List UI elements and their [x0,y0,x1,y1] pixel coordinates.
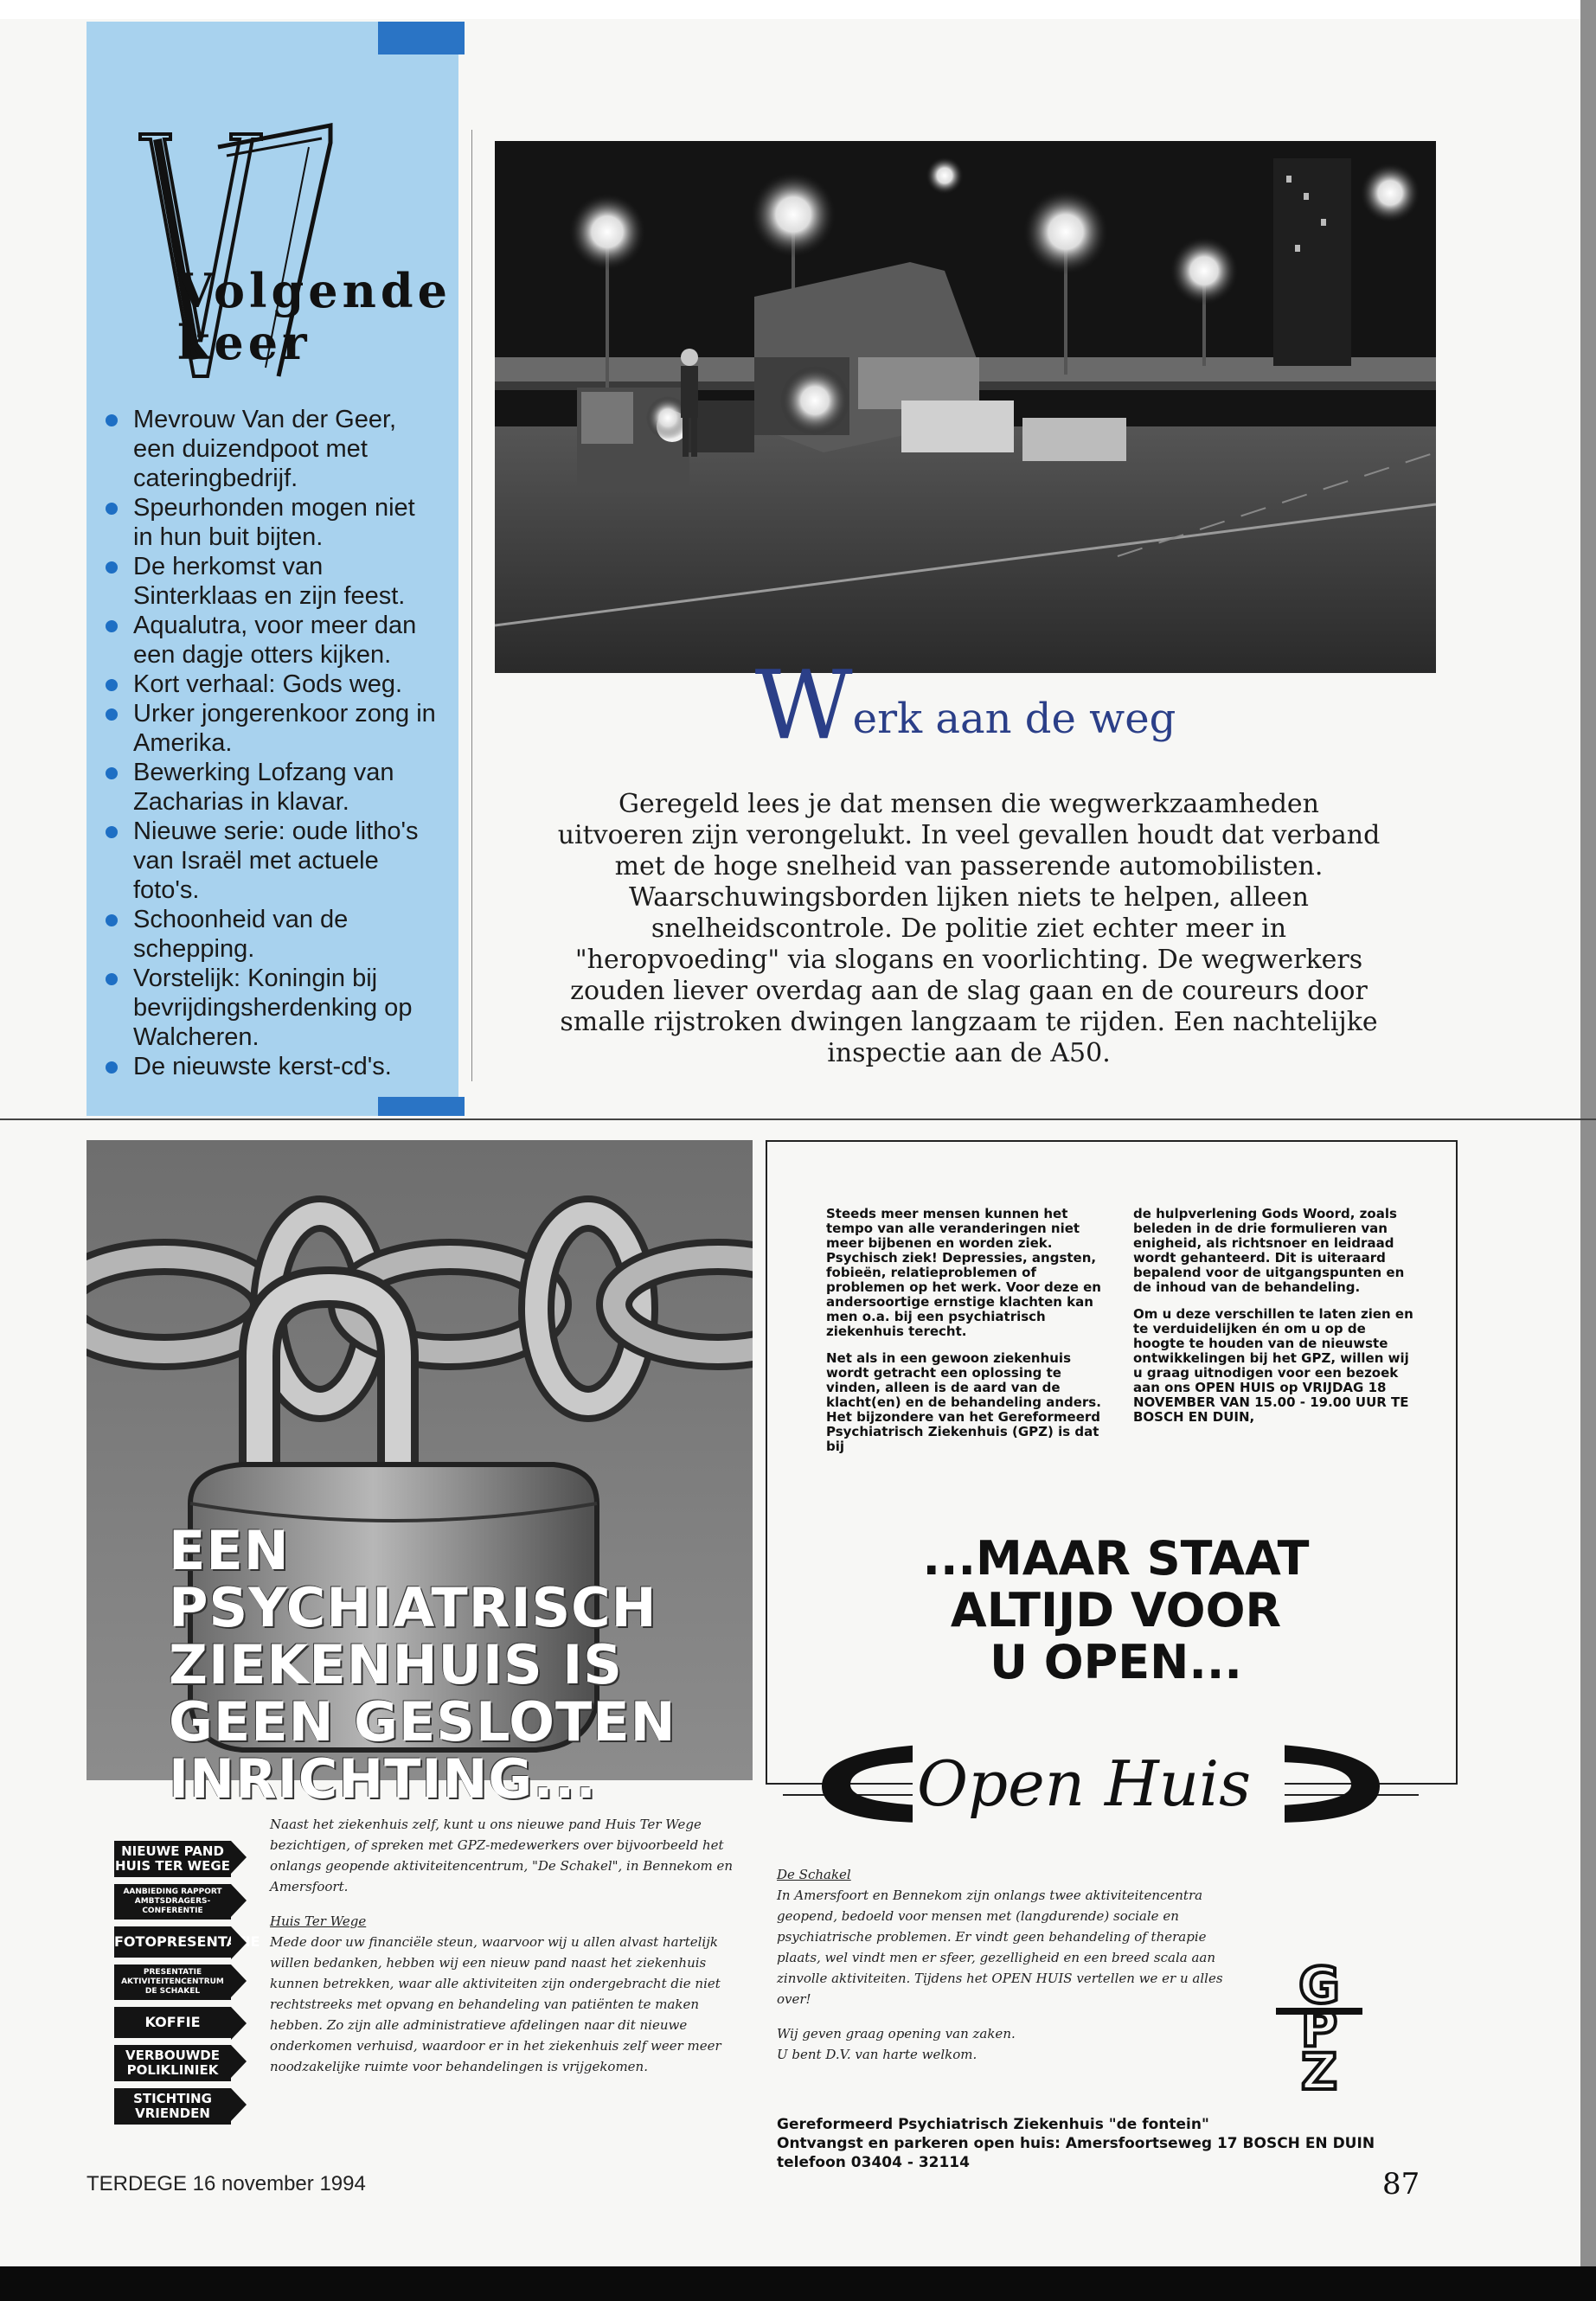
publication-line: TERDEGE 16 november 1994 [87,2172,366,2195]
tag-label: AANBIEDING RAPPORT AMBTSDRAGERS-CONFERENTIE [114,1884,231,1920]
ad-headline: EEN PSYCHIATRISCH ZIEKENHUIS IS GEEN GESLOTEN INRICHTING... [169,1519,676,1811]
next-issue-title [177,265,452,369]
list-item: Schoonheid van de schepping. [104,905,441,964]
bullet-icon [106,561,118,574]
bullet-icon [106,973,118,985]
article-body: Geregeld lees je dat mensen die wegwerkzaamheden uitvoeren zijn verongelukt. In veel gevallen houdt dat verband met de hoge snelheid van passerende automobilisten. Waarschuwingsborden lijken niets te helpen, alleen snelheidscontrole. De politie ziet echter meer in "heropvoeding" via slogans en voorlichting. De wegwerkers zouden liever overdag aan de slag gaan en de coureurs door smalle rijstroken dwingen langzaam te rijden. Een nachtelijke inspectie aan de A50. [557,789,1381,1068]
scan-border [0,2266,1596,2301]
ad-column-right: de hulpverlening Gods Woord, zoals beleden in de drie formulieren van enigheid, als richtsnoer en leidraad wordt gehanteerd. Dit is uiteraard bepalend voor de uitgangspunten en de inhoud van de behandeling. Om u deze verschillen te laten zien en te verduidelijken én om u op de hoogte te houden van de nieuwste ontwikkelingen bij het GPZ, willen wij u graag uitnodigen voor een bezoek aan ons OPEN HUIS op VRIJDAG 18 NOVEMBER VAN 15.00 - 19.00 UUR TE BOSCH EN DUIN, [1133,1206,1413,1425]
list-item: Urker jongerenkoor zong in Amerika. [104,699,441,758]
ad-contact-footer: Gereformeerd Psychiatrisch Ziekenhuis "de fontein" Ontvangst en parkeren open huis: Amersfoortseweg 17 BOSCH EN DUIN telefoon 03404 - 32114 [777,2116,1375,2171]
ad-text-columns [826,1207,1414,1466]
list-item: De nieuwste kerst-cd's. [104,1052,441,1081]
ad-de-schakel-text: De Schakel In Amersfoort en Bennekom zijn onlangs twee aktiviteitencentra geopend, bedoeld voor mensen met (langdurende) sociale en psychiatrische problemen. Er vindt geen behandeling of therapie plaats, wel vindt men er sfeer, gezelligheid en een breed scala aan zinvolle aktiviteiten. Tijdens het OPEN HUIS vertellen we er u alles over! Wij geven graag opening van zaken. U bent D.V. van harte welkom. [777,1867,1223,2062]
list-item: Speurhonden mogen niet in hun buit bijten. [104,493,441,552]
tag-label: FOTOPRESENTATIE [114,1926,231,1958]
svg-text:G: G [1298,1956,1340,2015]
ad-huis-ter-wege-text: Naast het ziekenhuis zelf, kunt u ons nieuwe pand Huis Ter Wege bezichtigen, of spreken met GPZ-medewerkers over bijvoorbeeld het onlangs geopende aktiviteitencentrum, "De Schakel", in Bennekom en Amersfoort. Huis Ter Wege Mede door uw financiële steun, waarvoor wij u allen alvast hartelijk willen bedanken, hebben wij een nieuw pand naast het ziekenhuis kunnen betrekken, waar alle aktiviteiten zijn ondergebracht die niet rechtstreeks met opvang en behandeling van patiënten te maken hebben. Zo zijn alle administratieve afdelingen naar dit nieuwe onderkomen verhuisd, waardoor er in het ziekenhuis zelf weer meer noodzakelijke ruimte voor behandelingen is vrijgekomen. [270,1817,734,2074]
ad-slogan: ...MAAR STAAT ALTIJD VOOR U OPEN... [922,1531,1310,1689]
svg-text:P: P [1300,1999,1338,2058]
open-day-tags [114,1841,260,2131]
page-number: 87 [1382,2167,1420,2202]
bullet-icon [106,708,118,721]
list-item: Kort verhaal: Gods weg. [104,670,441,699]
open-huis-title: Open Huis [917,1747,1252,1820]
bullet-icon [106,503,118,515]
list-item: Aqualutra, voor meer dan een dagje otters kijken. [104,611,441,670]
tag-label: NIEUWE PAND HUIS TER WEGE [114,1841,231,1877]
title-line-1: Volgende [177,263,452,318]
roadworks-night-photo [495,141,1436,673]
title-line-2: keer [177,315,311,370]
bullet-icon [106,414,118,426]
tag-label: KOFFIE [114,2007,231,2038]
bullet-icon [106,1061,118,1074]
gpz-logo [1259,1951,1380,2098]
accent-bar-top [378,22,465,54]
tag-label: PRESENTATIE AKTIVITEITENCENTRUM DE SCHAKEL [114,1965,231,2000]
bullet-icon [106,914,118,926]
svg-text:Z: Z [1300,2042,1338,2098]
ad-column-left: Steeds meer mensen kunnen het tempo van alle veranderingen niet meer bijbenen en worden ziek. Psychisch ziek! Depressies, angsten, fobieën, relatieproblemen of problemen op het werk. Voor deze en andersoortige ernstige klachten kan men o.a. bij een psychiatrisch ziekenhuis terecht. Net als in een gewoon ziekenhuis wordt getracht een oplossing te vinden, alleen is de aard van de klacht(en) en de behandeling anders. Het bijzondere van het Gereformeerd Psychiatrisch Ziekenhuis (GPZ) is dat bij [826,1206,1101,1454]
tag-label: VERBOUWDE POLIKLINIEK [114,2045,231,2081]
list-item: Mevrouw Van der Geer, een duizendpoot met cateringbedrijf. [104,405,441,493]
article-title [495,650,1436,760]
bullet-icon [106,767,118,779]
list-item: Nieuwe serie: oude litho's van Israël met actuele foto's. [104,817,441,905]
bullet-icon [106,679,118,691]
bullet-icon [106,826,118,838]
list-item: De herkomst van Sinterklaas en zijn feest. [104,552,441,611]
scan-edge [1580,0,1596,2266]
top-edge [0,0,1596,19]
bullet-icon [106,620,118,632]
title-rest: erk aan de weg [852,695,1176,743]
tag-label: STICHTING VRIENDEN [114,2088,231,2125]
list-item: Bewerking Lofzang van Zacharias in klavar. [104,758,441,817]
title-initial: W [754,650,853,760]
section-divider [0,1118,1596,1120]
next-issue-list [104,405,441,1081]
accent-bar-bottom [378,1097,465,1116]
list-item: Vorstelijk: Koningin bij bevrijdingsherdenking op Walcheren. [104,964,441,1052]
